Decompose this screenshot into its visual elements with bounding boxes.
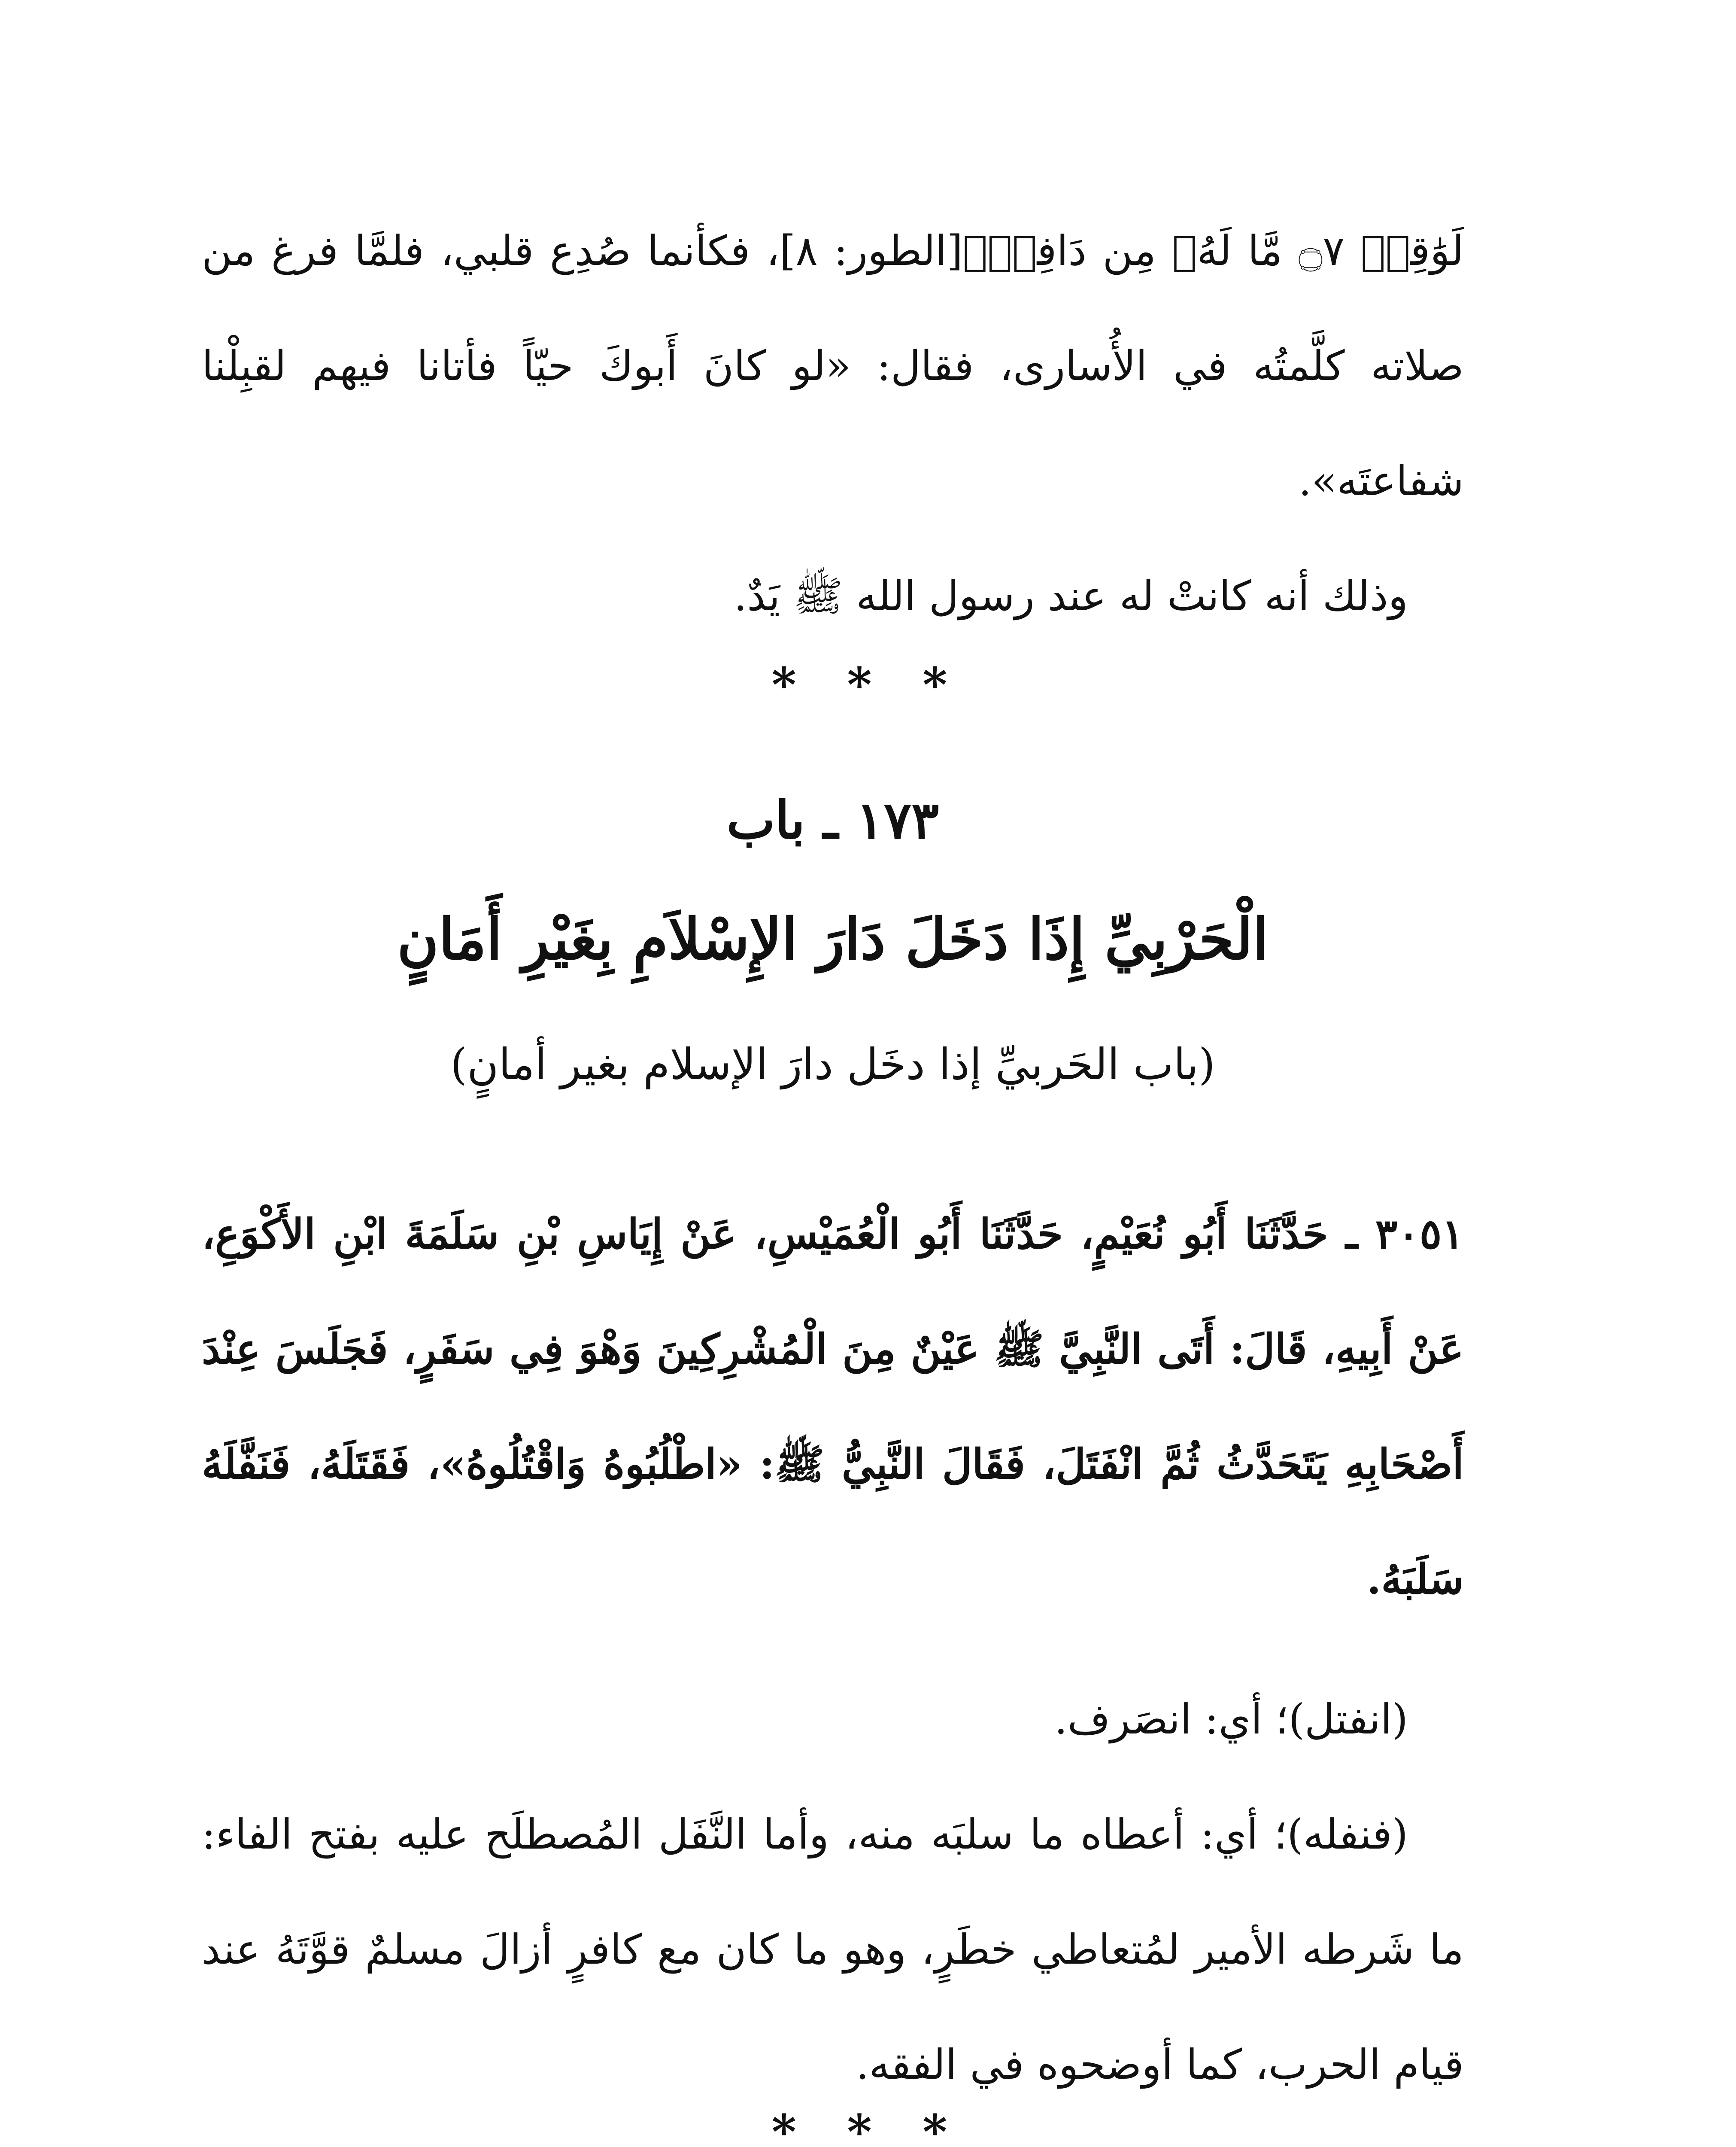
commentary-paragraph-2: (فنفله)؛ أي: أعطاه ما سلبَه منه، وأما النَّفَل المُصطلَح عليه بفتح الفاء: ما شَرطه الأمير لمُتعاطي خطَرٍ، وهو ما كان مع كافرٍ أزالَ مسلمٌ قوَّتَهُ عند قيام الحرب، كما أوضحوه في الفقه. — [202, 1810, 1464, 2089]
chapter-subtitle — [202, 1039, 1464, 1089]
top-text-block — [202, 193, 1464, 654]
section-separator-bottom: * * * — [771, 2104, 965, 2147]
hadith-text: ٣٠٥١ ـ حَدَّثَنَا أَبُو نُعَيْمٍ، حَدَّثَنَا أَبُو الْعُمَيْسِ، عَنْ إِيَاسِ بْنِ سَلَمَةَ ابْنِ الأَكْوَعِ، عَنْ أَبِيهِ، قَالَ: أَتَى النَّبِيَّ ﷺ عَيْنٌ مِنَ الْمُشْرِكِينَ وَهْوَ فِي سَفَرٍ، فَجَلَسَ عِنْدَ أَصْحَابِهِ يَتَحَدَّثُ ثُمَّ انْفَتَلَ، فَقَالَ النَّبِيُّ ﷺ: «اطْلُبُوهُ وَاقْتُلُوهُ»، فَقَتَلَهُ، فَنَفَّلَهُ سَلَبَهُ. — [202, 1210, 1464, 1603]
continuation-paragraph: لَوَٰقِعٞ ۝٧ مَّا لَهُۥ مِن دَافِعٖ﴾[الطور: ٨]، فكأنما صُدِع قلبي، فلمَّا فرغ من صلاته كلَّمتُه في الأُسارى، فقال: «لو كانَ أَبوكَ حيّاً فأتانا فيهم لقبِلْنا شفاعتَه». — [202, 227, 1464, 505]
hadith-block — [202, 1177, 1464, 1637]
commentary-block — [202, 1662, 1464, 2122]
chapter-title-text: الْحَرْبِيِّ إِذَا دَخَلَ دَارَ الإِسْلاَمِ بِغَيْرِ أَمَانٍ — [397, 906, 1269, 973]
chapter-subtitle-text: (باب الحَربيِّ إذا دخَل دارَ الإسلام بغير أمانٍ) — [450, 1039, 1215, 1089]
chapter-number-text: ١٧٣ ـ باب — [726, 790, 939, 851]
commentary-paragraph-1: (انفتل)؛ أي: انصَرف. — [1054, 1695, 1408, 1743]
chapter-title — [202, 906, 1464, 973]
section-separator-top: * * * — [771, 657, 965, 712]
note-paragraph: وذلك أنه كانتْ له عند رسول الله ﷺ يَدٌ. — [734, 572, 1408, 620]
chapter-number — [202, 790, 1464, 851]
